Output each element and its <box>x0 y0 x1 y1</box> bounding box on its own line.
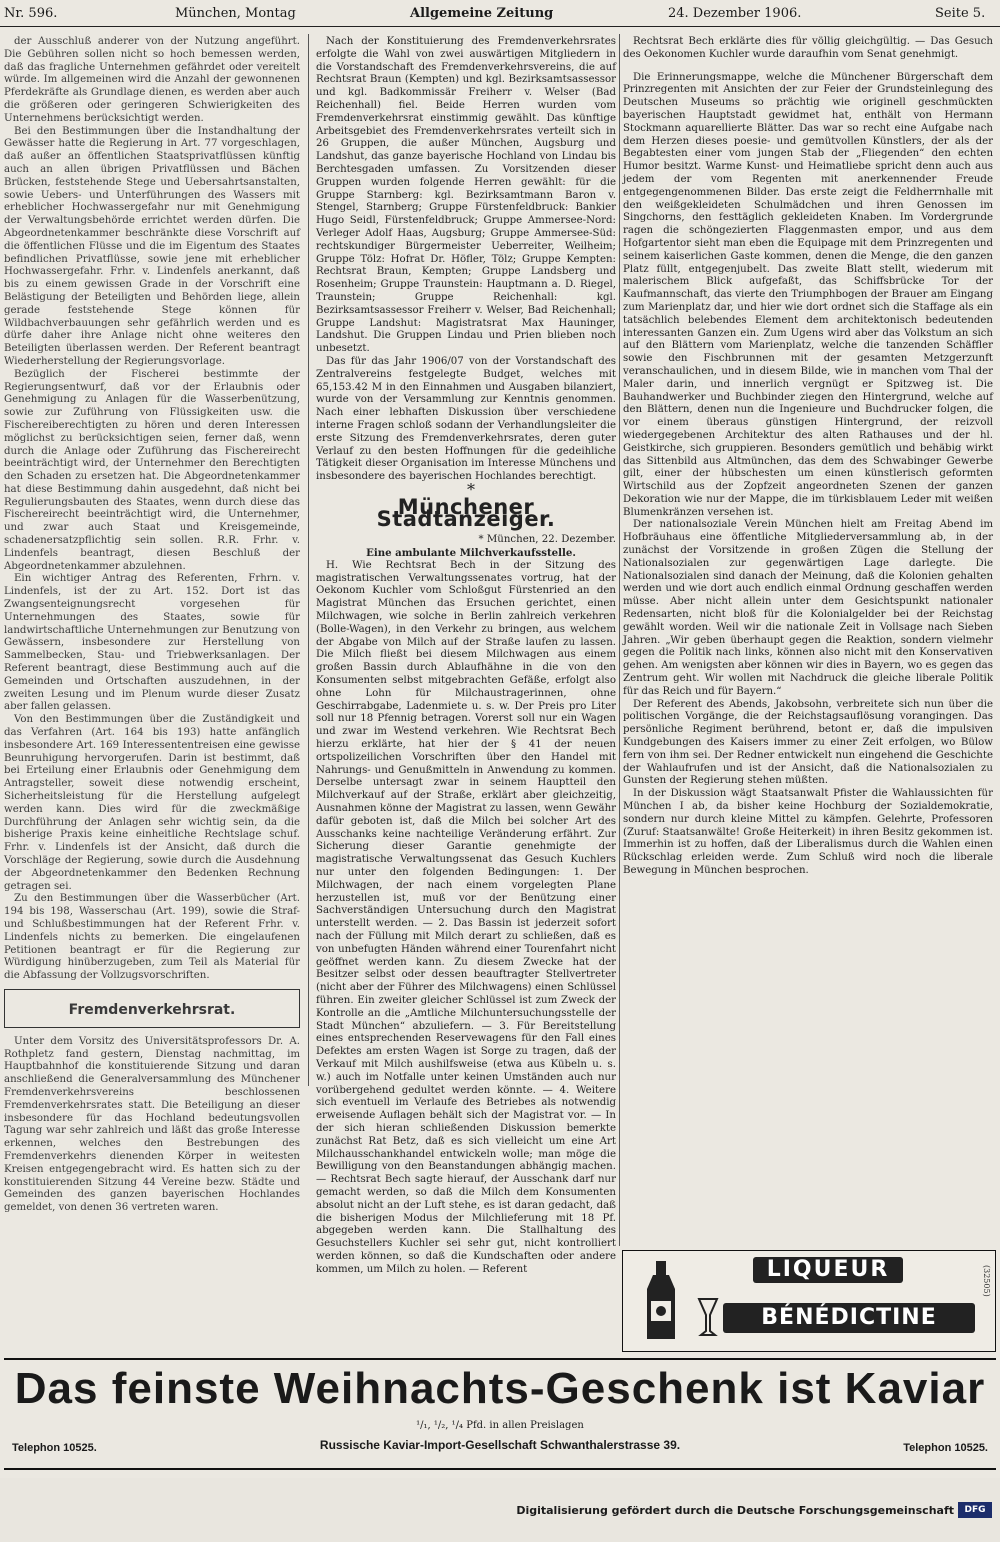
glass-icon <box>697 1297 719 1337</box>
paragraph: Ein wichtiger Antrag des Referenten, Frhrn. v. Lindenfels, ist der zu Art. 152. Dort ist das Zwangsenteignungsrecht vorgesehen für Unternehmungen des Staates, sowie für landwirtschaftliche Unternehmungen zur Benutzung von Gewässern, insbesondere zur Herstellung von Sammelbecken, Stau- und Triebwerksanlagen. Der Referent beantragt, diese Bestimmung auch auf die Gemeinden und Ortschaften auszudehnen, in der zweiten Lesung und im Plenum wurde dieser Zusatz aber fallen gelassen. <box>4 573 300 713</box>
benedictine-label: BÉNÉDICTINE <box>723 1303 975 1333</box>
paragraph: Bezüglich der Fischerei bestimmte der Regierungsentwurf, daß vor der Erlaubnis oder Genehmigung zu Anlagen für die Wasserbenützung, sowie zur Zuführung von Flüssigkeiten usw. die Fischereiberechtigten zu hören und deren Interessen möglichst zu berücksichtigen seien, ferner daß, wenn durch die Anlage oder Zuführung das Fischereirecht beeinträchtigt wird, der Unternehmer den Berechtigten den Schaden zu ersetzen hat. Die Abgeordnetenkammer hat diese Bestimmung dahin ausgedehnt, daß nicht bei Regulierungsbauten des Staates, wenn durch diese das Fischereirecht beeinträchtigt wird, die Unternehmer, und zwar auch Staat und Kreisgemeinde, schadenersatzpflichtig sein sollen. R.R. Frhr. v. Lindenfels beantragt, diesen Beschluß der Abgeordnetenkammer abzulehnen. <box>4 368 300 572</box>
paragraph: Zu den Bestimmungen über die Wasserbücher (Art. 194 bis 198, Wasserschau (Art. 199), sowie die Straf- und Schlußbestimmungen hat der Referent Frhr. v. Lindenfels nichts zu bemerken. Die eingelaufenen Petitionen beantragt er für die Regierung zur Würdigung hinüberzugeben, zum Teil als Material für die Abfassung der Vollzugsvorschriften. <box>4 893 300 982</box>
ad-mark: (32505) <box>982 1265 991 1297</box>
liqueur-advertisement <box>622 1250 996 1352</box>
issue-date: 24. Dezember 1906. <box>668 6 802 21</box>
paragraph: Der nationalsoziale Verein München hielt am Freitag Abend im Hofbräuhaus eine öffentliche Mitgliederversammlung ab, in der zunächst der Vorsitzende in großen Zügen die Stellung der Nationalsozialen zur gegenwärtigen Lage darlegte. Die Nationalsozialen sind danach der Meinung, daß die Kolonien gehalten werden und wie dort auch endlich einmal Ordnung geschaffen werden müsse. Aber nicht allein unter dem Gesichtspunkt nationaler Redensarten, nicht bloß für die Kolonialgelder bei der Reichstag gewählt worden. Weil wir die nationale Zeit in Vollsage nach Sieben Jahren. „Wir geben überhaupt gegen die Reaktion, sondern vielmehr gegen die Politik nach links, können also nicht mit den Konservativen gehen. Am wenigsten aber können wir dies in Bayern, wo es gegen das Zentrum geht. Wir wollen mit Nachdruck die gleiche liberale Politik für das Reich und für Bayern.“ <box>623 519 993 697</box>
separator-star: * <box>467 479 475 499</box>
paragraph: Nach der Konstituierung des Fremdenverkehrsrates erfolgte die Wahl von zwei auswärtigen Mitgliedern in die Vorstandschaft des Fremdenverkehrsvereins, die auf Rechtsrat Braun (Kempten) und kgl. Bezirksamtsassessor und kgl. Badkommissär Freiherr v. Welser (Bad Reichenhall) fiel. Beide Herren wurden vom Fremdenverkehrsrat einstimmig gewählt. Das künftige Arbeitsgebiet des Fremdenverkehrsrates verteilt sich in 26 Gruppen, die außer München, Augsburg und Landshut, das ganze bayerische Hochland von Lindau bis Berchtesgaden umfassen. Zu Vorsitzenden dieser Gruppen wurden folgende Herren gewählt: für die Gruppe Starnberg: kgl. Bezirksamtmann Baron v. Stengel, Starnberg; Gruppe Fürstenfeldbruck: Bankier Hugo Seidl, Fürstenfeldbruck; Gruppe Ammersee-Nord: Verleger Adolf Haas, Augsburg; Gruppe Ammersee-Süd: rechtskundiger Bürgermeister Ueberreiter, Weilheim; Gruppe Tölz: Hofrat Dr. Höfler, Tölz; Gruppe Kempten: Rechtsrat Braun, Kempten; Gruppe Landsberg und Rosenheim; Gruppe Traunstein: Hauptmann a. D. Riegel, Traunstein; Gruppe Reichenhall: kgl. Bezirksamtsassessor Freiherr v. Welser, Bad Reichenhall; Gruppe Landshut: Magistratsrat Max Hauninger, Landshut. Die Gruppen Lindau und Prien blieben noch unbesetzt. <box>316 36 616 355</box>
place-day: München, Montag <box>175 6 296 21</box>
liqueur-label: LIQUEUR <box>753 1257 903 1283</box>
issue-number: Nr. 596. <box>4 6 58 21</box>
funding-note: Digitalisierung gefördert durch die Deutsche Forschungsgemeinschaft <box>516 1504 954 1517</box>
kaviar-sizes: ¹/₁, ¹/₂, ¹/₄ Pfd. in allen Preislagen <box>416 1420 584 1431</box>
digitization-footer <box>0 1498 1000 1528</box>
column-1 <box>4 36 300 1214</box>
dateline: * München, 22. Dezember. <box>478 534 616 546</box>
paragraph: Der Referent des Abends, Jakobsohn, verbreitete sich nun über die politischen Vorgänge, die der Reichstagsauflösung vorangingen. Das persönliche Regiment berührend, betont er, daß die impulsiven Kundgebungen des Kaisers immer zu einer Zeit erfolgen, wo Bülow fern von ihm sei. Der Redner entwickelt nun eingehend die Geschichte der Wahlaufrufen und ist der Ansicht, daß die Nationalsozialen zu Gunsten der Regierung stehen müßten. <box>623 698 993 787</box>
kaviar-advertisement <box>4 1358 996 1470</box>
section-title-stadtanzeiger: Münchener Stadtanzeiger. <box>376 494 556 532</box>
paragraph: Rechtsrat Bech erklärte dies für völlig gleichgültig. — Das Gesuch des Oekonomen Kuchler wurde daraufhin vom Senat genehmigt. <box>623 36 993 60</box>
kaviar-headline: Das feinste Weihnachts-Geschenk ist Kaviar <box>14 1364 986 1413</box>
paragraph: Bei den Bestimmungen über die Instandhaltung der Gewässer hatte die Regierung in Art. 77 vorgeschlagen, daß außer an öffentlichen Staatsprivatflüssen künftig auch an allen übrigen Privatflüssen und Bächen Brücken, feststehende Stege und Uebersahrtsanstalten, sowie Uebers- und Unterführungen des Wassers mit erheblicher Hochwassergefahr nur mit Genehmigung der Verwaltungsbehörde errichtet werden dürfen. Die Abgeordnetenkammer beschränkte diese Vorschrift auf die öffentlichen Flüsse und die im Eigentum des Staates befindlichen Privatflüsse, sowie jene mit erheblicher Hochwassergefahr. Frhr. v. Lindenfels anerkannt, daß bis zu einem gewissen Grade in der Vorschrift eine Belästigung der Beteiligten und Behörden liege, allein gerade feststehende Stege können für Wildbachverbauungen sehr gefährlich werden und es dürfe daher ihre Anlage nicht ohne weiteres den Beteiligten überlassen werden. Der Referent beantragt Wiederherstellung der Regierungsvorlage. <box>4 125 300 367</box>
newspaper-title: Allgemeine Zeitung <box>410 6 554 21</box>
page-header <box>0 0 1000 27</box>
column-2 <box>316 36 616 1275</box>
telephone-left: Telephon 10525. <box>12 1442 97 1454</box>
dfg-logo: DFG <box>958 1502 992 1518</box>
kaviar-address: Russische Kaviar-Import-Gesellschaft Schwanthalerstrasse 39. <box>319 1438 681 1452</box>
paragraph: H. Wie Rechtsrat Bech in der Sitzung des magistratischen Verwaltungssenates vortrug, hat der Oekonom Kuchler vom Schloßgut Fürstenried an den Magistrat München das Ersuchen gerichtet, einen Milchwagen, wie solche in Berlin zahlreich verkehren (Bolle-Wagen), in den Verkehr zu bringen, aus welchem der Abgabe von Milch auf der Straße laufen zu lassen. Die Milch fließt bei diesem Milchwagen aus einem großen Bassin durch Ablaufhähne in die von den Konsumenten selbst mitgebrachten Gefäße, erfolgt also ohne Lohn für Milchaustragerinnen, ohne Geschirrabgabe, Ladenmiete u. s. w. Der Preis pro Liter soll nur 18 Pfennig betragen. Vorerst soll nur ein Wagen und zwar im Westend verkehren. Wie Rechtsrat Bech hierzu erklärte, hat hier der § 41 der neuen ortspolizeilichen Vorschriften über den Handel mit Nahrungs- und Genußmitteln in Anwendung zu kommen. Derselbe untersagt zwar in seinem Hauptteil den Milchverkauf auf der Straße, erklärt aber gleichzeitig, Ausnahmen könne der Magistrat zu lassen, wenn Gewähr dafür geboten ist, daß die Milch bei solcher Art des Ausschanks keine nachteilige Veränderung erfährt. Zur Sicherung dieser Garantie genehmigte der magistratische Verwaltungssenat das Gesuch Kuchlers nur unter den folgenden Bedingungen: 1. Der Milchwagen, der nach einem vorgelegten Plane herzustellen ist, muß vor der Benützung einer Sachverständigen Untersuchung durch den Magistrat unterstellt werden. — 2. Das Bassin ist jederzeit sofort nach der Füllung mit Milch derart zu schließen, daß es von unbefugten Händen während einer Tourenfahrt nicht geöffnet werden kann. Zu diesem Zwecke hat der Besitzer selbst oder dessen beauftragter Stellvertreter (nicht aber der Führer des Milchwagens) einen Schlüssel führen. Ein zweiter gleicher Schlüssel ist zum Zweck der Kontrolle an die „Amtliche Milchuntersuchungsstelle der Stadt München“ abzuliefern. — 3. Für Bereitstellung eines entsprechenden Reservewagens für den Fall eines Defektes am ersten Wagen ist Sorge zu tragen, daß der Verkauf mit Milch aushilfsweise (etwa aus Kübeln u. s. w.) auch im Notfalle unter keinen Umständen auch nur vorübergehend gedultet werden könnte. — 4. Weitere sich eventuell im Verlaufe des Betriebes als notwendig erweisende Auflagen behält sich der Magistrat vor. — In der sich hieran schließenden Diskussion bemerkte zunächst Rat Betz, daß es sich vielleicht um eine Art Milchausschankhandel entwickeln wolle; man möge die Bewilligung von den Beanstandungen abhängig machen. — Rechtsrat Bech sagte hierauf, der Ausschank darf nur gemacht werden, so daß die Milch dem Konsumenten absolut nicht an der Luft stehe, es ist daran gedacht, daß die bisherigen Modus der Milchlieferung mit 18 Pf. abgegeben werden kann. Die Stallhaltung des Gesuchstellers Kuchler sei sehr gut, nicht kontrolliert werden können, so daß die Kundschaften oder andere kommen, um Milch zu holen. — Referent <box>316 559 616 1275</box>
paragraph: der Ausschluß anderer von der Nutzung angeführt. Die Gebühren sollen nicht so hoch bemessen werden, daß das fragliche Unternehmen gefährdet oder vereitelt würde. Im allgemeinen wird die Anzahl der gewonnenen Pferdekräfte als Grundlage dienen, es werden aber auch die größeren oder geringeren Schwierigkeiten des Unternehmens berücksichtigt werden. <box>4 36 300 124</box>
article-subhead: Eine ambulante Milchverkaufsstelle. <box>366 547 576 560</box>
column-rule-2 <box>619 34 620 1246</box>
telephone-right: Telephon 10525. <box>903 1442 988 1454</box>
bottle-icon <box>639 1259 683 1343</box>
paragraph: Von den Bestimmungen über die Zuständigkeit und das Verfahren (Art. 164 bis 193) hatte anfänglich insbesondere Art. 169 Interessententreisen eine gewisse Beunruhigung hervorgerufen. Darin ist bestimmt, daß bei Erteilung einer Erlaubnis oder Genehmigung dem Antragsteller, soweit diese notwendig erscheint, Sicherheitsleistung für die Herstellung aufgelegt werden kann. Dies wird für die zweckmäßige Durchführung der Anlagen sehr wichtig sein, da die bisherige Praxis keine einheitliche Rechtslage schuf. Frhr. v. Lindenfels ist der Ansicht, daß durch die Vorschläge der Regierung, sowie durch die Ausdehnung der Abgeordnetenkammer den Bedenken Rechnung getragen sei. <box>4 714 300 892</box>
section-box <box>4 989 300 1028</box>
column-3 <box>623 36 993 1241</box>
paragraph: In der Diskussion wägt Staatsanwalt Pfister die Wahlaussichten für München I ab, da bisher keine Hochburg der Sozialdemokratie, sondern nur durch kleine Mittel zu kämpfen. Gelehrte, Professoren (Zuruf: Staatsanwälte! Große Heiterkeit) in ihren Besitz gekommen ist. Immerhin ist zu hoffen, daß der Liberalismus durch die Wahlen einen Rückschlag erleiden werde. Zum Schluß wird noch die liberale Bewegung in München besprochen. <box>623 788 993 876</box>
paragraph: Das für das Jahr 1906/07 von der Vorstandschaft des Zentralvereins festgelegte Budget, welches mit 65,153.42 M in den Einnahmen und Ausgaben bilanziert, wurde von der Versammlung zur Kenntnis genommen. Nach einer lebhaften Diskussion über verschiedene interne Fragen schloß sodann der Verhandlungsleiter die erste Sitzung des Fremdenverkehrsrates, deren guter Verlauf zu den besten Hoffnungen für die gedeihliche Tätigkeit dieser Organisation im Interesse Münchens und insbesondere des bayerischen Hochlandes berechtigt. <box>316 355 616 483</box>
section-title: Fremdenverkehrsrat. <box>68 1001 236 1018</box>
paragraph: Die Erinnerungsmappe, welche die Münchener Bürgerschaft dem Prinzregenten mit Ansichten der zur Feier der Grundsteinlegung des Deutschen Museums so prächtig wie originell geschmückten bayerischen Hauptstadt gewidmet hat, enthält von Hermann Stockmann aquarellierte Blätter. Das war so recht eine Aufgabe nach dem Herzen dieses poesie- und gemütvollen Künstlers, der als der Begabtesten einer vom jungen Stab der „Fliegenden“ den echten Humor besitzt. Warme Kunst- und Heimatliebe spricht denn auch aus jedem der vom Regenten mit anerkennender Freude entgegengenommenen Bilder. Das erste zeigt die Feldherrnhalle mit den weißgekleideten Schulmädchen und ihren Genossen im Singchorns, den festtäglich gekleideten Knaben. Im Vordergrunde ragen die schöngezierten Flaggenmasten empor, und aus dem Hofgartentor sieht man eben die Equipage mit dem Prinzregenten und seinem kaiserlichen Gaste kommen, denen die Menge, die den ganzen Platz füllt, entgegenjubelt. Das zweite Blatt stellt, wiederum mit malerischem Blick aufgefaßt, das Schiffsbrücke Tor der Kaufmannschaft, das vierte den Triumphbogen der Brauer am Eingang zum Marienplatz dar, und hier wie dort ordnet sich die Staffage als ein tatsächlich belebendes Element dem architektonisch bedeutenden interessanten Ganzen ein. Zum Ugens wird aber das Volkstum an sich auf den Blättern vom Marienplatz, welche die tanzenden Schäffler sowie den Fischbrunnen mit der gesamten Metzgerzunft veranschaulichen, und in diesem Bilde, wie in manchen vom Thal der Maler darin, und innerlich vergnügt er Spitzweg ist. Die Bauhandwerker und Buchbinder ziegen den Hintergrund, welche auf den Blättern, denen nun die Ingenieure und Buchdrucker folgen, die vor einem überaus günstigen Hintergrund, der reizvoll wiedergegebenen Architektur des alten Rathauses und der hl. Geistkirche, sich gruppieren. Besonders gemütlich und behäbig wirkt das Sittenbild aus Altmünchen, das dem des Schwabinger Gewerbe gilt, einer der hübschesten um einen künstlerisch geformten Wirtschild aus der Zopfzeit angeordneten Szenen der ganzen Dekoration wie nur der Mappe, die im türkisblauem Leder mit weißen Blumenkränzen versehen ist. <box>623 71 993 518</box>
column-rule-1 <box>308 34 309 1086</box>
page-number: Seite 5. <box>935 6 986 21</box>
paragraph: Unter dem Vorsitz des Universitätsprofessors Dr. A. Rothpletz fand gestern, Dienstag nachmittag, im Hauptbahnhof die konstituierende Sitzung und daran anschließend die Generalversammlung des Münchener Fremdenverkehrsvereins beschlossenen Fremdenverkehrsrates statt. Die Beteiligung an dieser insbesondere für das Hochland bedeutungsvollen Tagung war sehr zahlreich und läßt das große Interesse erkennen, welches den Bestrebungen des Fremdenverkehrs dienenden Körper in weitesten Kreisen entgegengebracht wird. Es hatten sich zu der konstituierenden Sitzung 44 Vereine bezw. Städte und Gemeinden des ganzen bayerischen Hochlandes gemeldet, von denen 36 vertreten waren. <box>4 1035 300 1214</box>
